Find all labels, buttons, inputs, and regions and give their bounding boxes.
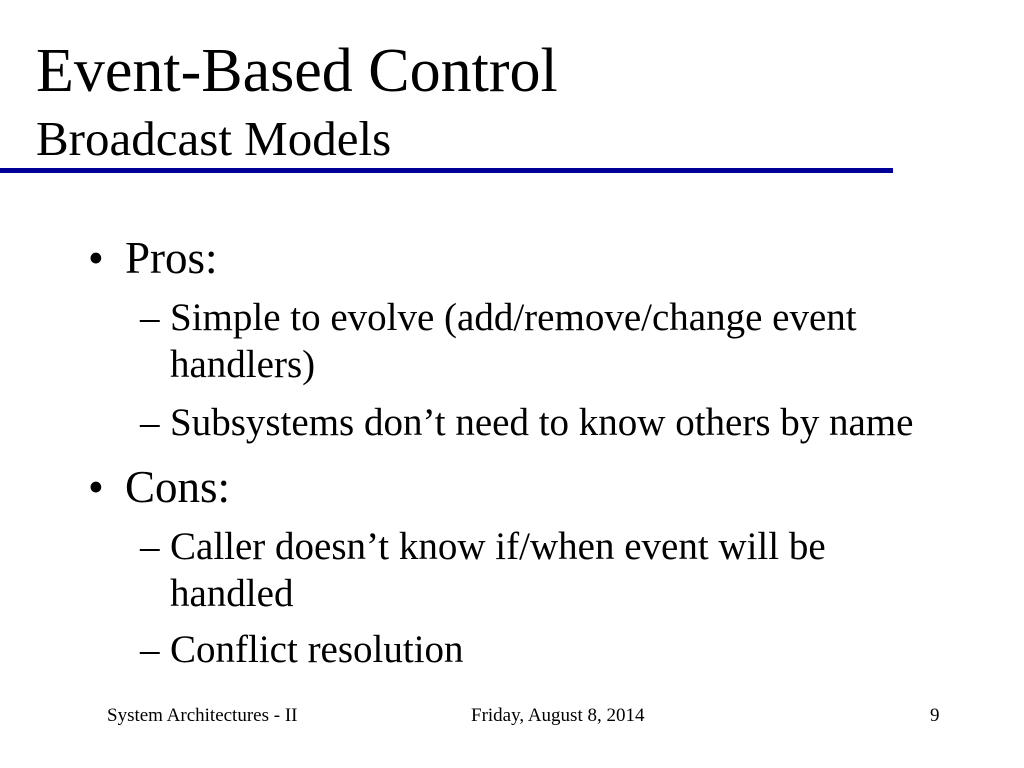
sub-bullet-cons-2 — [140, 626, 950, 673]
bullet-label-pros: Pros: — [125, 233, 218, 283]
footer-page-number: 9 — [930, 705, 940, 726]
bullet-dot-icon: • — [88, 233, 104, 283]
footer-course-title: System Architectures - II — [107, 705, 298, 726]
slide-subtitle: Broadcast Models — [36, 111, 392, 166]
dash-bullet-icon: – — [140, 628, 160, 671]
slide-title: Event-Based Control — [36, 37, 558, 105]
dash-bullet-icon: – — [140, 401, 160, 444]
dash-bullet-icon: – — [140, 525, 160, 568]
dash-bullet-icon: – — [140, 296, 160, 339]
sub-bullet-pros-1 — [140, 294, 950, 388]
sub-bullet-pros-2 — [140, 399, 950, 446]
footer-date: Friday, August 8, 2014 — [471, 705, 645, 726]
sub-bullet-text: Subsystems don’t need to know others by name — [170, 401, 914, 444]
title-divider-rule — [0, 168, 893, 173]
sub-bullet-text: Simple to evolve (add/remove/change event handlers) — [170, 296, 857, 386]
sub-bullet-text: Caller doesn’t know if/when event will be handled — [170, 525, 826, 615]
bullet-label-cons: Cons: — [125, 462, 231, 512]
sub-bullet-text: Conflict resolution — [170, 628, 464, 671]
sub-bullet-cons-1 — [140, 523, 950, 617]
bullet-dot-icon: • — [88, 462, 104, 512]
